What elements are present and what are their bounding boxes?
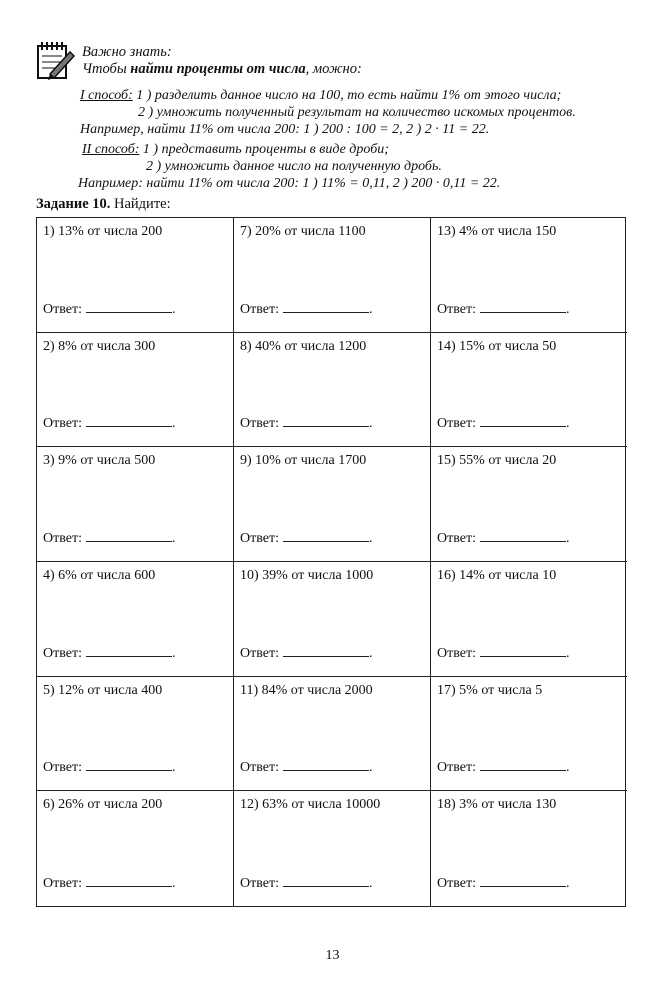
exercise-cell	[234, 791, 431, 906]
method-2-step-1: 1 ) представить проценты в виде дроби;	[139, 142, 389, 157]
exercise-cell	[37, 218, 234, 333]
answer-label: Ответ:	[43, 645, 82, 661]
answer-row	[240, 300, 372, 318]
answer-row	[43, 874, 175, 892]
answer-blank[interactable]	[480, 300, 566, 313]
exercise-cell	[37, 791, 234, 906]
exercise-cell	[234, 677, 431, 792]
answer-row	[437, 874, 569, 892]
answer-blank[interactable]	[480, 529, 566, 542]
exercise-cell	[37, 333, 234, 448]
answer-end: .	[171, 760, 176, 776]
answer-label: Ответ:	[437, 416, 476, 432]
answer-row	[437, 414, 569, 432]
answer-end: .	[368, 416, 373, 432]
answer-label: Ответ:	[240, 530, 279, 546]
answer-row	[437, 644, 569, 662]
exercise-cell	[37, 447, 234, 562]
answer-label: Ответ:	[43, 875, 82, 891]
answer-row	[240, 758, 372, 776]
answer-blank[interactable]	[86, 529, 172, 542]
note-lead-bold: найти проценты от числа	[130, 61, 306, 77]
answer-label: Ответ:	[437, 645, 476, 661]
exercise-cell	[234, 562, 431, 677]
answer-end: .	[565, 416, 570, 432]
answer-end: .	[565, 875, 570, 891]
method-1-example: Например, найти 11% от числа 200: 1 ) 200 : 100 = 2, 2 ) 2 · 11 = 22.	[80, 122, 490, 137]
answer-blank[interactable]	[283, 414, 369, 427]
answer-blank[interactable]	[283, 758, 369, 771]
exercise-cell	[431, 218, 627, 333]
exercise-question: 2) 8% от числа 300	[43, 338, 156, 354]
answer-end: .	[171, 645, 176, 661]
answer-row	[43, 529, 175, 547]
answer-end: .	[368, 645, 373, 661]
method-2	[78, 141, 501, 192]
exercise-cell	[431, 562, 627, 677]
answer-blank[interactable]	[480, 758, 566, 771]
answer-blank[interactable]	[283, 874, 369, 887]
answer-end: .	[368, 875, 373, 891]
exercise-cell	[431, 333, 627, 448]
method-1-label: I способ:	[80, 88, 133, 103]
answer-blank[interactable]	[86, 874, 172, 887]
answer-row	[240, 414, 372, 432]
exercise-cell	[431, 447, 627, 562]
exercise-question: 17) 5% от числа 5	[437, 682, 543, 698]
answer-blank[interactable]	[283, 644, 369, 657]
answer-label: Ответ:	[240, 875, 279, 891]
answer-label: Ответ:	[43, 301, 82, 317]
exercise-question: 10) 39% от числа 1000	[240, 567, 374, 583]
answer-row	[43, 758, 175, 776]
answer-blank[interactable]	[480, 644, 566, 657]
answer-blank[interactable]	[86, 300, 172, 313]
answer-label: Ответ:	[437, 760, 476, 776]
exercise-question: 3) 9% от числа 500	[43, 453, 156, 469]
answer-row	[240, 529, 372, 547]
answer-blank[interactable]	[480, 874, 566, 887]
note-lead: Чтобы найти проценты от числа, можно:	[82, 61, 362, 77]
answer-end: .	[368, 760, 373, 776]
answer-label: Ответ:	[437, 875, 476, 891]
answer-row	[240, 644, 372, 662]
exercise-question: 5) 12% от числа 400	[43, 682, 163, 698]
answer-blank[interactable]	[283, 300, 369, 313]
exercise-question: 6) 26% от числа 200	[43, 797, 163, 813]
answer-label: Ответ:	[240, 301, 279, 317]
exercise-question: 8) 40% от числа 1200	[240, 338, 367, 354]
answer-label: Ответ:	[43, 760, 82, 776]
answer-label: Ответ:	[240, 645, 279, 661]
answer-blank[interactable]	[86, 758, 172, 771]
method-1-step-1: 1 ) разделить данное число на 100, то есть найти 1% от этого числа;	[132, 88, 562, 103]
exercise-grid	[36, 217, 626, 907]
answer-row	[43, 644, 175, 662]
answer-end: .	[171, 875, 176, 891]
answer-label: Ответ:	[43, 530, 82, 546]
method-2-step-2: 2 ) умножить данное число на полученную дробь.	[146, 159, 442, 174]
answer-end: .	[171, 416, 176, 432]
exercise-cell	[37, 677, 234, 792]
method-2-label: II способ:	[82, 142, 140, 157]
note-title: Важно знать:	[82, 44, 172, 60]
answer-label: Ответ:	[240, 760, 279, 776]
answer-end: .	[171, 301, 176, 317]
answer-label: Ответ:	[43, 416, 82, 432]
answer-end: .	[368, 530, 373, 546]
exercise-question: 14) 15% от числа 50	[437, 338, 557, 354]
answer-end: .	[565, 760, 570, 776]
answer-row	[240, 874, 372, 892]
answer-row	[437, 529, 569, 547]
method-1-step-2: 2 ) умножить полученный результат на количество искомых процентов.	[138, 105, 576, 120]
answer-row	[43, 300, 175, 318]
exercise-question: 4) 6% от числа 600	[43, 567, 156, 583]
answer-end: .	[565, 530, 570, 546]
exercise-question: 15) 55% от числа 20	[437, 453, 557, 469]
method-2-example: Например: найти 11% от числа 200: 1 ) 11% = 0,11, 2 ) 200 · 0,11 = 22.	[78, 176, 501, 191]
exercise-cell	[431, 791, 627, 906]
exercise-question: 11) 84% от числа 2000	[240, 682, 373, 698]
exercise-cell	[234, 333, 431, 448]
answer-label: Ответ:	[437, 530, 476, 546]
answer-end: .	[565, 301, 570, 317]
exercise-question: 16) 14% от числа 10	[437, 567, 557, 583]
exercise-question: 1) 13% от числа 200	[43, 224, 163, 239]
exercise-cell	[234, 447, 431, 562]
answer-label: Ответ:	[240, 416, 279, 432]
page-number: 13	[325, 948, 340, 963]
exercise-question: 9) 10% от числа 1700	[240, 453, 367, 469]
task-title: Задание 10. Найдите:	[36, 196, 171, 212]
answer-blank[interactable]	[283, 529, 369, 542]
answer-blank[interactable]	[86, 644, 172, 657]
answer-end: .	[368, 301, 373, 317]
method-1	[80, 87, 576, 138]
exercise-question: 7) 20% от числа 1100	[240, 224, 366, 239]
answer-row	[437, 300, 569, 318]
answer-label: Ответ:	[437, 301, 476, 317]
answer-end: .	[171, 530, 176, 546]
answer-end: .	[565, 645, 570, 661]
exercise-question: 18) 3% от числа 130	[437, 797, 557, 813]
answer-row	[43, 414, 175, 432]
exercise-cell	[234, 218, 431, 333]
answer-blank[interactable]	[480, 414, 566, 427]
exercise-question: 13) 4% от числа 150	[437, 224, 557, 239]
exercise-question: 12) 63% от числа 10000	[240, 797, 381, 813]
important-note	[82, 44, 362, 78]
answer-blank[interactable]	[86, 414, 172, 427]
notepad-pencil-icon	[36, 40, 76, 82]
exercise-cell	[37, 562, 234, 677]
exercise-cell	[431, 677, 627, 792]
answer-row	[437, 758, 569, 776]
